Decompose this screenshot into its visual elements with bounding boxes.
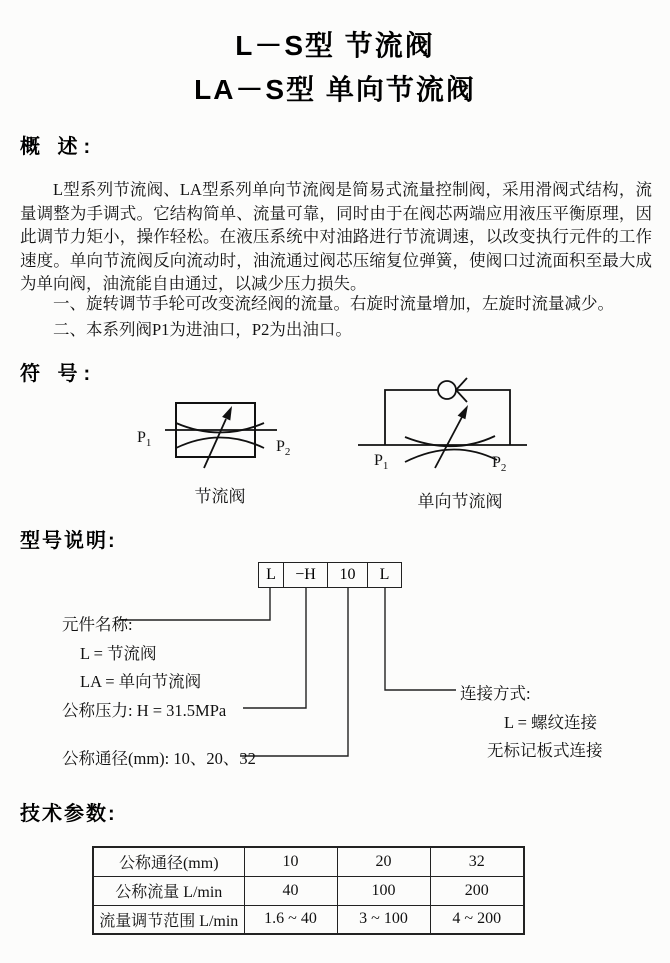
- specs-cell: 3 ~ 100: [337, 905, 430, 934]
- specs-cell: 4 ~ 200: [430, 905, 524, 934]
- restriction-arc-bottom: [405, 449, 497, 462]
- model-connection-label: 连接方式:: [460, 684, 531, 703]
- port-p1-sub: 1: [382, 460, 389, 473]
- specs-table: [92, 846, 525, 935]
- specs-cell: 32: [430, 847, 524, 876]
- adjust-arrow-head: [222, 406, 232, 421]
- model-diameter-label: 公称通径(mm): 10、20、32: [62, 749, 256, 768]
- model-component-label: 元件名称:: [62, 615, 133, 634]
- symbols-heading: 符 号:: [20, 363, 97, 385]
- specs-row-flow: [93, 876, 524, 905]
- port-p1-base: P: [374, 452, 383, 469]
- port-p1-label: [374, 452, 388, 472]
- page-title-line1: L－S型 节流阀: [235, 30, 435, 61]
- restriction-arc-bottom: [176, 438, 264, 449]
- port-p1-base: P: [137, 429, 146, 446]
- model-heading: 型号说明:: [20, 530, 117, 552]
- connector-connection: [385, 588, 456, 690]
- model-component-l: L = 节流阀: [80, 644, 157, 663]
- overview-item-2: 二、本系列阀P1为进油口，P2为出油口。: [53, 320, 352, 339]
- model-code-cell-3: 10: [328, 563, 368, 587]
- overview-item-1: 一、旋转调节手轮可改变流经阀的流量。右旋时流量增加，左旋时流量减少。: [53, 294, 614, 313]
- specs-cell: 20: [337, 847, 430, 876]
- port-p2-sub: 2: [284, 446, 291, 459]
- model-code-cell-1: L: [259, 563, 284, 587]
- specs-cell: 40: [244, 876, 337, 905]
- connector-pressure: [243, 588, 306, 708]
- specs-cell: 1.6 ~ 40: [244, 905, 337, 934]
- adjust-arrow-shaft: [435, 417, 462, 468]
- model-component-la: LA = 单向节流阀: [80, 672, 202, 691]
- specs-row-range: [93, 905, 524, 934]
- model-code-cell-2: −H: [284, 563, 328, 587]
- model-pressure-label: 公称压力: H = 31.5MPa: [62, 701, 227, 720]
- port-p1-label: [137, 429, 151, 449]
- port-p2-base: P: [276, 438, 285, 455]
- check-valve-ball: [438, 381, 456, 399]
- check-throttle-valve-caption: 单向节流阀: [417, 492, 503, 511]
- overview-paragraph: L型系列节流阀、LA型系列单向节流阀是简易式流量控制阀，采用滑阀式结构，流量调整为手调式。它结构简单、流量可靠，同时由于在阀芯两端应用液压平衡原理，因此调节力矩小，操作轻松。在液压系统中对油路进行节流调速，以改变执行元件的工作速度。单向节流阀反向流动时，油流通过阀芯压缩复位弹簧，使阀口过流面积至最大成为单向阀，油流能自由通过，以减少压力损失。: [20, 180, 652, 293]
- port-p1-sub: 1: [145, 437, 152, 450]
- specs-cell: 100: [337, 876, 430, 905]
- specs-cell: 流量调节范围 L/min: [93, 905, 244, 934]
- specs-cell: 公称通径(mm): [93, 847, 244, 876]
- specs-cell: 公称流量 L/min: [93, 876, 244, 905]
- connector-component: [118, 588, 270, 620]
- specs-cell: 200: [430, 876, 524, 905]
- overview-heading: 概 述:: [20, 136, 97, 158]
- port-p2-sub: 2: [500, 462, 507, 475]
- specs-heading: 技术参数:: [20, 803, 117, 825]
- specs-cell: 10: [244, 847, 337, 876]
- connector-diameter: [240, 588, 348, 756]
- port-p2-label: [276, 438, 290, 458]
- model-connection-none: 无标记板式连接: [487, 741, 603, 760]
- throttle-valve-caption: 节流阀: [194, 487, 246, 506]
- adjust-arrow-shaft: [204, 419, 226, 468]
- page-title-line2: LA－S型 单向节流阀: [194, 74, 476, 105]
- model-code-cell-4: L: [379, 566, 390, 583]
- port-p2-base: P: [492, 454, 501, 471]
- specs-row-diameter: [93, 847, 524, 876]
- port-p2-label: [492, 454, 506, 474]
- throttle-valve-symbol: [130, 390, 310, 482]
- adjust-arrow-head: [458, 405, 468, 419]
- model-connection-l: L = 螺纹连接: [504, 713, 598, 732]
